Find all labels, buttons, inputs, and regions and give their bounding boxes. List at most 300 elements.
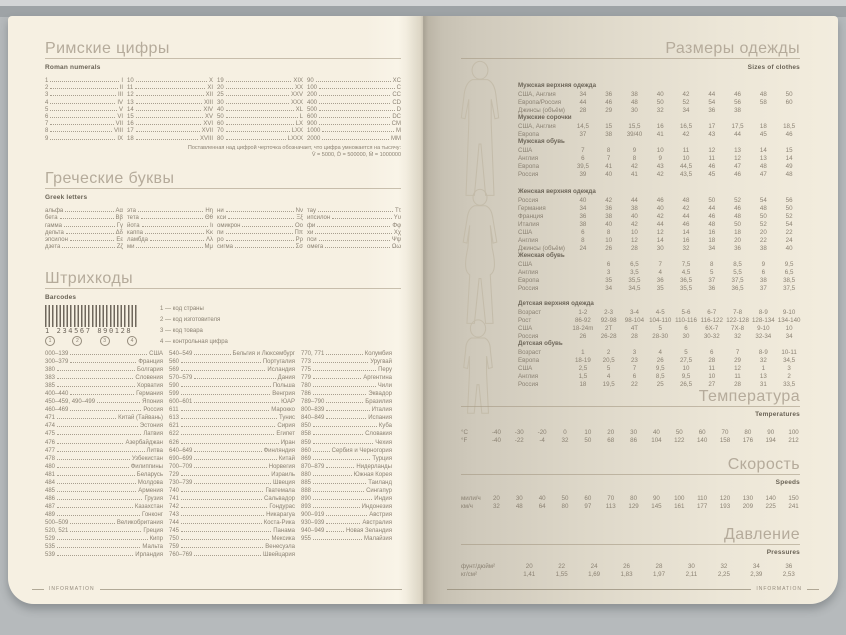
size-cell: 34	[682, 106, 690, 114]
size-cell: 45	[759, 130, 767, 138]
roman-entry-number: 3	[45, 92, 49, 99]
country-entry	[169, 495, 295, 503]
dotted-leader	[181, 475, 269, 476]
size-cell: 28-30	[652, 332, 669, 340]
size-cell: 7	[632, 364, 637, 372]
size-group-heading: Женская обувь	[518, 252, 565, 259]
dotted-leader	[57, 467, 129, 468]
country-entry	[169, 527, 295, 535]
size-cell: 110-116	[675, 316, 697, 324]
size-cell: 10	[682, 154, 690, 162]
size-cell: 10	[630, 228, 638, 236]
speed-cell: 20	[492, 494, 500, 502]
country-entry-name: Перу	[378, 367, 392, 374]
size-row-label: США	[518, 146, 533, 154]
roman-entry	[307, 85, 401, 92]
size-cell: 47	[734, 162, 741, 170]
roman-entry-number: 2000	[307, 135, 321, 142]
size-cell: 26	[656, 356, 664, 364]
country-entry-name: Куба	[378, 423, 392, 430]
country-entry-name: Франция	[138, 359, 163, 366]
country-entry	[301, 406, 392, 414]
size-cell: 14	[785, 154, 793, 162]
country-entry-code: 940–949	[301, 528, 325, 535]
size-cell: 17,5	[731, 122, 744, 130]
pressure-cell: 1,83	[620, 570, 633, 578]
size-row	[518, 122, 802, 130]
dotted-leader	[181, 362, 261, 363]
size-cell: 14	[656, 236, 664, 244]
footer-rule	[100, 589, 402, 590]
greek-entry	[217, 237, 303, 244]
size-cell: 14	[682, 228, 690, 236]
dotted-leader	[194, 483, 271, 484]
size-cell: 46	[734, 90, 741, 98]
country-entry	[301, 422, 392, 430]
country-entry	[301, 350, 392, 358]
roman-entry	[127, 121, 213, 128]
roman-note-line1: Поставленная над цифрой черточка обозначает, что цифра умножается на тысячу:	[187, 145, 401, 151]
dotted-leader	[319, 88, 395, 89]
dotted-leader	[65, 211, 113, 212]
roman-entry-value: XIX	[293, 78, 303, 84]
dotted-leader	[181, 531, 271, 532]
roman-entry-value: IX	[117, 135, 123, 142]
greek-entry	[127, 230, 213, 237]
greek-entry-letters: Ψψ	[391, 237, 401, 244]
country-entry-name: Исландия	[267, 367, 295, 374]
sizes-title: Размеры одежды	[665, 40, 800, 57]
dotted-leader	[226, 117, 298, 118]
country-entry	[169, 382, 295, 390]
roman-entry-value: LX	[295, 121, 303, 128]
size-row-label: Англия	[518, 154, 539, 162]
country-entry-name: Великобритания	[116, 519, 163, 526]
country-entry	[169, 422, 295, 430]
size-cell: 41	[656, 130, 664, 138]
greek-entry	[307, 215, 401, 222]
size-cell: 36	[708, 284, 716, 292]
size-row	[518, 260, 802, 268]
size-cell: 38	[630, 204, 638, 212]
footer-rule	[447, 589, 751, 590]
country-entry-code: 888	[301, 487, 312, 494]
dotted-leader	[319, 124, 390, 125]
country-entry-code: 955	[301, 536, 312, 543]
roman-entry-value: V	[118, 106, 123, 113]
size-cell: 20	[759, 228, 767, 236]
pressure-row-label: кг/см²	[461, 570, 478, 578]
roman-entry-number: 14	[127, 106, 134, 113]
country-entry-code: 590	[169, 383, 180, 390]
size-cell: 47	[759, 170, 767, 178]
country-entry-name: Дания	[277, 375, 295, 382]
country-entry	[45, 358, 163, 366]
dotted-leader	[313, 434, 363, 435]
country-entry-code: 476	[45, 439, 56, 446]
barcode-legend-item: 4 — контрольная цифра	[160, 339, 228, 345]
size-cell: 13	[759, 154, 767, 162]
roman-entry-value: XL	[295, 106, 303, 113]
size-cell: 29	[605, 106, 613, 114]
country-entry	[45, 390, 163, 398]
dotted-leader	[136, 110, 202, 111]
roman-entry	[217, 100, 303, 107]
speed-table	[461, 494, 805, 510]
country-entry	[301, 479, 392, 487]
speed-cell: 60	[584, 494, 592, 502]
size-cell: 28	[579, 106, 587, 114]
size-group-rows	[518, 196, 802, 252]
country-entry-name: Швейцария	[262, 552, 295, 559]
country-entry-code: 383	[45, 375, 56, 382]
size-cell: 6	[761, 268, 766, 276]
country-entry-name: Китай	[278, 455, 295, 462]
country-entry-code: 743	[169, 511, 180, 518]
dotted-leader	[57, 515, 140, 516]
country-entry	[169, 535, 295, 543]
country-entry-code: 626	[169, 439, 180, 446]
temperature-cell: 100	[788, 428, 799, 436]
size-cell: 40	[579, 196, 587, 204]
roman-entry-value: XVII	[201, 128, 213, 135]
size-row-label: Европа	[518, 162, 540, 170]
roman-entry-value: VI	[117, 113, 123, 120]
country-entry-name: Египет	[276, 431, 295, 438]
size-cell: 39,5	[576, 162, 589, 170]
greek-section-header	[45, 170, 401, 189]
dotted-leader	[50, 117, 115, 118]
size-cell: 30-32	[703, 332, 720, 340]
greek-entry-name: ламбда	[127, 237, 148, 244]
country-entry-code: 569	[169, 367, 180, 374]
dotted-leader	[326, 418, 366, 419]
country-entry-name: Италия	[371, 407, 392, 414]
country-entry	[45, 447, 163, 455]
size-cell: 2-3	[604, 308, 614, 316]
greek-entry-name: тау	[307, 208, 316, 214]
size-cell: 42	[630, 162, 638, 170]
size-row	[518, 284, 802, 292]
dotted-leader	[226, 124, 294, 125]
size-cell: 5	[710, 268, 714, 276]
size-cell: 44	[682, 212, 690, 220]
size-row	[518, 364, 802, 372]
size-cell: 1-2	[578, 308, 588, 316]
size-cell: 24	[785, 236, 793, 244]
size-cell: 32	[759, 356, 767, 364]
size-cell: 28	[630, 332, 638, 340]
size-cell: 42	[682, 130, 690, 138]
country-entry	[45, 398, 163, 406]
country-entry-name: Литва	[146, 447, 163, 454]
size-row	[518, 204, 802, 212]
pressure-cell: 22	[558, 562, 566, 570]
size-cell: 50	[759, 212, 767, 220]
size-cell: 7	[581, 146, 585, 154]
dotted-leader	[136, 124, 202, 125]
size-row	[518, 106, 802, 114]
country-entry	[45, 471, 163, 479]
country-entry-name: Бельгия и Люксембург	[232, 351, 295, 357]
size-cell: 9,5	[784, 260, 794, 268]
country-entry-code: 930–939	[301, 519, 325, 526]
size-cell: 33,5	[783, 380, 796, 388]
country-entry	[301, 535, 392, 543]
size-cell: 36	[708, 106, 716, 114]
barcodes-subtitle: Barcodes	[45, 294, 77, 301]
country-entry	[169, 519, 295, 527]
greek-entry-letters: Ξξ	[296, 215, 303, 222]
size-group-rows	[518, 122, 802, 138]
size-row	[518, 98, 802, 106]
roman-entry-value: LXX	[291, 128, 303, 135]
pressure-row	[461, 570, 805, 578]
roman-entry-number: 200	[307, 92, 318, 99]
country-entry-code: 640–649	[169, 447, 193, 454]
greek-entry	[45, 244, 123, 251]
size-cell: 46	[734, 170, 741, 178]
size-cell: 38	[759, 276, 767, 284]
roman-entry-number: 19	[217, 78, 224, 84]
greek-entry-name: ми	[127, 244, 135, 251]
country-entry-code: 858	[301, 431, 312, 438]
country-entry-code: 745	[169, 528, 180, 535]
size-cell: 36,5	[731, 284, 744, 292]
speed-cell: 225	[765, 502, 776, 510]
roman-entry	[127, 100, 213, 107]
dotted-leader	[145, 233, 204, 234]
speed-row-label: км/ч	[461, 502, 473, 510]
dotted-leader	[57, 507, 133, 508]
country-entry-code: 460–469	[45, 407, 69, 414]
country-entry-code: 478	[45, 455, 56, 462]
size-cell: 36,5	[679, 276, 693, 284]
size-cell: 26	[605, 244, 613, 252]
pressure-cell: 32	[720, 562, 728, 570]
roman-table	[45, 78, 401, 143]
greek-entry-letters: Θθ	[204, 215, 213, 222]
size-group-rows	[518, 308, 802, 340]
size-cell: 2	[606, 348, 611, 356]
dotted-leader	[60, 218, 114, 219]
size-cell: 46	[708, 212, 716, 220]
dotted-leader	[57, 434, 141, 435]
size-cell: 22	[785, 228, 793, 236]
country-entry-name: ЮАР	[281, 399, 295, 406]
dotted-leader	[194, 555, 261, 556]
size-row	[518, 90, 802, 98]
barcode-legend	[160, 304, 228, 348]
greek-entry-name: пси	[307, 237, 317, 244]
greek-entry-letters: Ββ	[115, 215, 123, 222]
size-cell: 40	[605, 170, 613, 178]
roman-entry	[307, 121, 401, 128]
country-entry-name: Болгария	[137, 367, 163, 374]
country-entry-name: Эквадор	[368, 391, 392, 398]
size-cell: 7	[735, 348, 740, 356]
size-cell: 4T	[630, 324, 639, 332]
speed-cell: 80	[561, 502, 569, 510]
size-cell: 34	[605, 284, 613, 292]
country-entry-name: Греция	[143, 528, 163, 535]
country-entry	[169, 374, 295, 382]
greek-entry-letters: Φφ	[392, 222, 401, 229]
country-entry-code: 730–739	[169, 479, 193, 486]
greek-entry-letters: Υυ	[393, 215, 401, 222]
size-cell: 42	[682, 204, 690, 212]
country-entry-code: 400–440	[45, 391, 69, 398]
size-cell: 42	[630, 220, 638, 228]
size-group-heading: Женская верхняя одежда	[518, 188, 596, 195]
country-entry-code: 380	[45, 367, 56, 374]
country-code-table	[45, 350, 398, 559]
country-entry-name: Ирландия	[135, 552, 163, 559]
size-row	[518, 236, 802, 244]
size-cell: 38	[579, 220, 587, 228]
country-entry-name: Германия	[136, 391, 163, 398]
dotted-leader	[57, 499, 142, 500]
size-cell: 12	[656, 228, 664, 236]
size-cell: 122-128	[726, 316, 749, 324]
roman-entry	[45, 114, 123, 121]
roman-entry-number: 7	[45, 121, 49, 128]
size-cell: 28	[708, 356, 716, 364]
size-row-label: Англия	[518, 236, 539, 244]
roman-column	[217, 78, 303, 143]
size-cell: 48	[734, 212, 741, 220]
roman-entry	[217, 85, 303, 92]
greek-entry	[307, 208, 401, 215]
country-entry	[301, 463, 392, 471]
country-entry-name: Филиппины	[130, 463, 163, 470]
dotted-leader	[97, 402, 140, 403]
country-entry-code: 786	[301, 391, 312, 398]
dotted-leader	[62, 247, 114, 248]
country-entry-code: 599	[169, 391, 180, 398]
dotted-leader	[313, 370, 376, 371]
size-cell: 3	[606, 268, 611, 276]
size-cell: 39/40	[626, 130, 643, 138]
roman-entry-number: 13	[127, 99, 134, 106]
size-cell: 8	[710, 260, 714, 268]
size-cell: 9,5	[681, 372, 691, 380]
roman-entry	[45, 92, 123, 99]
size-group-heading: Детская верхняя одежда	[518, 300, 594, 307]
dotted-leader	[57, 370, 135, 371]
size-cell: 9-10	[757, 324, 770, 332]
size-cell: 54	[785, 220, 793, 228]
dotted-leader	[313, 459, 370, 460]
country-entry-name: Индонезия	[361, 503, 392, 510]
size-cell: 6	[684, 324, 688, 332]
size-row	[518, 332, 802, 340]
size-row	[518, 130, 802, 138]
country-entry-name: Норвегия	[268, 463, 295, 470]
country-entry-name: Турция	[372, 455, 392, 462]
size-cell: 29	[734, 356, 741, 364]
dotted-leader	[319, 110, 395, 111]
roman-entry-number: 40	[217, 106, 224, 113]
size-row-label: Англия	[518, 268, 539, 276]
right-footer	[447, 586, 819, 592]
barcodes-section-header	[45, 270, 401, 289]
dotted-leader	[136, 103, 202, 104]
size-cell: 10	[785, 324, 793, 332]
country-entry-code: 880	[301, 471, 312, 478]
greek-entry-letters: Ηη	[205, 208, 213, 214]
size-cell: 27	[708, 380, 716, 388]
size-cell: 38	[734, 106, 741, 114]
roman-entry-number: 16	[127, 121, 134, 128]
country-entry-code: 486	[45, 495, 56, 502]
size-cell: 42	[682, 90, 690, 98]
size-cell: 42	[605, 196, 613, 204]
size-cell: 32	[656, 106, 664, 114]
barcode-legend-item: 1 — код страны	[160, 306, 204, 312]
pressure-cell: 1,55	[555, 570, 568, 578]
dotted-leader	[181, 410, 270, 411]
roman-entry	[45, 78, 123, 85]
pressure-table	[461, 562, 805, 578]
greek-entry	[307, 223, 401, 230]
barcode-marker: 2	[72, 336, 82, 346]
temperature-cell: 194	[765, 436, 776, 444]
temperature-cell: 50	[584, 436, 592, 444]
country-entry-code: 773	[301, 359, 312, 366]
dotted-leader	[313, 451, 330, 452]
country-entry	[169, 414, 295, 422]
dotted-leader	[313, 443, 373, 444]
greek-entry-name: хи	[307, 229, 314, 236]
country-entry-name: Швеция	[273, 479, 295, 486]
dotted-leader	[50, 139, 115, 140]
greek-entry-name: кси	[217, 215, 227, 222]
country-entry-name: Япония	[142, 399, 163, 406]
size-cell: 12	[708, 146, 716, 154]
roman-subtitle: Roman numerals	[45, 64, 101, 71]
country-entry-code: 860	[301, 447, 312, 454]
dotted-leader	[64, 226, 115, 227]
country-entry-name: Словакия	[365, 431, 392, 438]
size-cell: 35,5	[679, 284, 693, 292]
roman-entry-value: XV	[204, 113, 213, 120]
dotted-leader	[181, 491, 263, 492]
country-entry-code: 780	[301, 383, 312, 390]
temperature-cell: -40	[491, 436, 501, 444]
country-entry	[169, 463, 295, 471]
speed-cell: 48	[515, 502, 523, 510]
country-entry-code: 729	[169, 471, 180, 478]
country-entry-name: Новая Зеландия	[345, 528, 392, 535]
dotted-leader	[135, 88, 205, 89]
roman-entry	[127, 85, 213, 92]
greek-entry	[45, 230, 123, 237]
size-cell: 3-4	[629, 308, 639, 316]
country-entry-code: 474	[45, 423, 56, 430]
dotted-leader	[136, 131, 200, 132]
country-entry-code: 893	[301, 503, 312, 510]
greek-entry-name: тета	[127, 215, 139, 222]
country-entry-code: 000–139	[45, 351, 69, 357]
temperature-cell: 140	[696, 436, 708, 444]
country-entry-code: 480	[45, 463, 56, 470]
country-entry-name: Узбекистан	[131, 455, 163, 462]
speed-cell: 40	[538, 494, 546, 502]
dotted-leader	[181, 547, 263, 548]
speed-cell: 209	[742, 502, 754, 510]
size-cell: 6-7	[707, 308, 717, 316]
